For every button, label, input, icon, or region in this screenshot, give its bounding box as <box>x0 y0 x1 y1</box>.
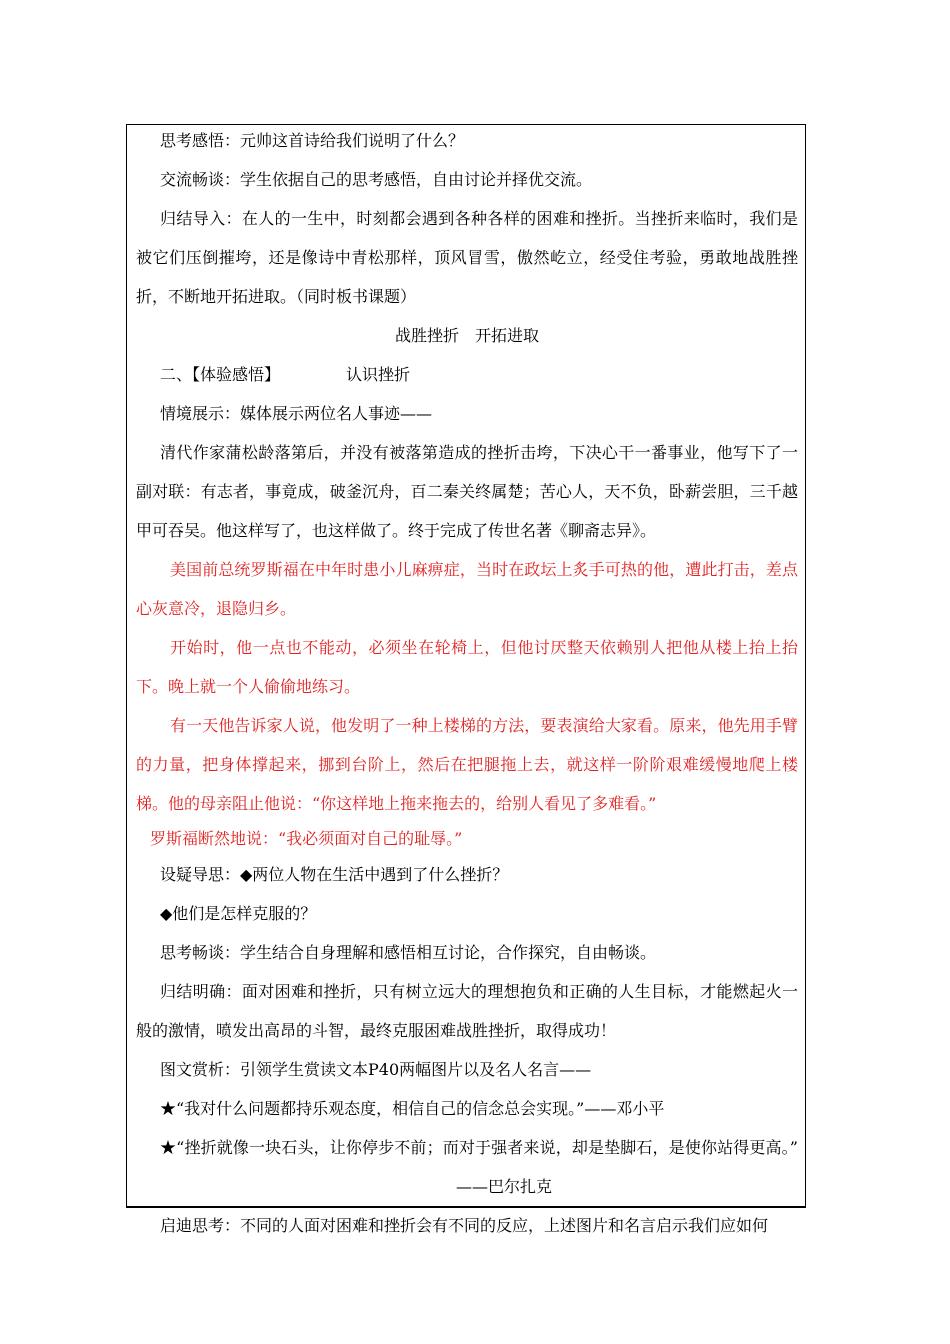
story-roosevelt-4: 罗斯福断然地说：“我必须面对自己的耻辱。” <box>150 829 463 848</box>
thinking-discussion: 思考畅谈：学生结合自身理解和感悟相互讨论，合作探究，自由畅谈。 <box>160 943 657 962</box>
quote-deng-xiaoping: ★“我对什么问题都持乐观态度，相信自己的信念总会实现。”——邓小平 <box>160 1099 665 1118</box>
section-heading-topic: 认识挫折 <box>346 365 411 384</box>
inspiration-thinking: 启迪思考：不同的人面对困难和挫折会有不同的反应，上述图片和名言启示我们应如何 <box>160 1216 769 1235</box>
guiding-question-1: 设疑导思：◆两位人物在生活中遇到了什么挫折？ <box>160 865 509 884</box>
thinking-prompt: 思考感悟：元帅这首诗给我们说明了什么？ <box>160 131 465 150</box>
lesson-title: 战胜挫折 开拓进取 <box>394 326 539 345</box>
summary-introduction: 归结导入：在人的一生中，时刻都会遇到各种各样的困难和挫折。当挫折来临时，我们是被它们压倒摧垮，还是像诗中青松那样，顶风冒雪，傲然屹立，经受住考验，勇敢地战胜挫折，不断地开拓进取。（同时板书课题） <box>136 209 798 306</box>
section-heading-label: 二、【体验感悟】 <box>160 365 281 384</box>
quote-balzac-text: ★“挫折就像一块石头，让你停步不前；而对于强者来说，却是垫脚石，是使你站得更高。” <box>160 1138 798 1157</box>
story-roosevelt-1: 美国前总统罗斯福在中年时患小儿麻痹症，当时在政坛上炙手可热的他，遭此打击，差点心灰意冷，退隐归乡。 <box>136 560 798 618</box>
scenario-display: 情境展示：媒体展示两位名人事迹—— <box>160 404 433 423</box>
story-pu-songling: 清代作家蒲松龄落第后，并没有被落第造成的挫折击垮，下决心干一番事业，他写下了一副对联：有志者，事竟成，破釜沉舟，百二秦关终属楚；苦心人，天不负，卧薪尝胆，三千越甲可吞吴。他这样写了，也这样做了。终于完成了传世名著《聊斋志异》。 <box>136 443 798 540</box>
exchange-discussion: 交流畅谈：学生依据自己的思考感悟，自由讨论并择优交流。 <box>160 170 593 189</box>
quote-balzac <box>136 1128 798 1206</box>
picture-appreciation: 图文赏析：引领学生赏读文本P40两幅图片以及名人名言—— <box>160 1060 592 1079</box>
summary-conclusion: 归结明确：面对困难和挫折，只有树立远大的理想抱负和正确的人生目标，才能燃起火一般的激情，喷发出高昂的斗智，最终克服困难战胜挫折，取得成功！ <box>136 982 798 1040</box>
story-roosevelt-3: 有一天他告诉家人说，他发明了一种上楼梯的方法，要表演给大家看。原来，他先用手臂的力量，把身体撑起来，挪到台阶上，然后在把腿拖上去，就这样一阶阶艰难缓慢地爬上楼梯。他的母亲阻止他说：“你这样地上拖来拖去的，给别人看见了多难看。” <box>136 716 798 813</box>
quote-balzac-author: ——巴尔扎克 <box>456 1177 553 1196</box>
story-roosevelt-2: 开始时，他一点也不能动，必须坐在轮椅上，但他讨厌整天依赖别人把他从楼上抬上抬下。晚上就一个人偷偷地练习。 <box>136 638 798 696</box>
guiding-question-2: ◆他们是怎样克服的？ <box>160 904 317 923</box>
lesson-plan-content <box>136 124 798 1245</box>
section-heading <box>136 355 798 394</box>
